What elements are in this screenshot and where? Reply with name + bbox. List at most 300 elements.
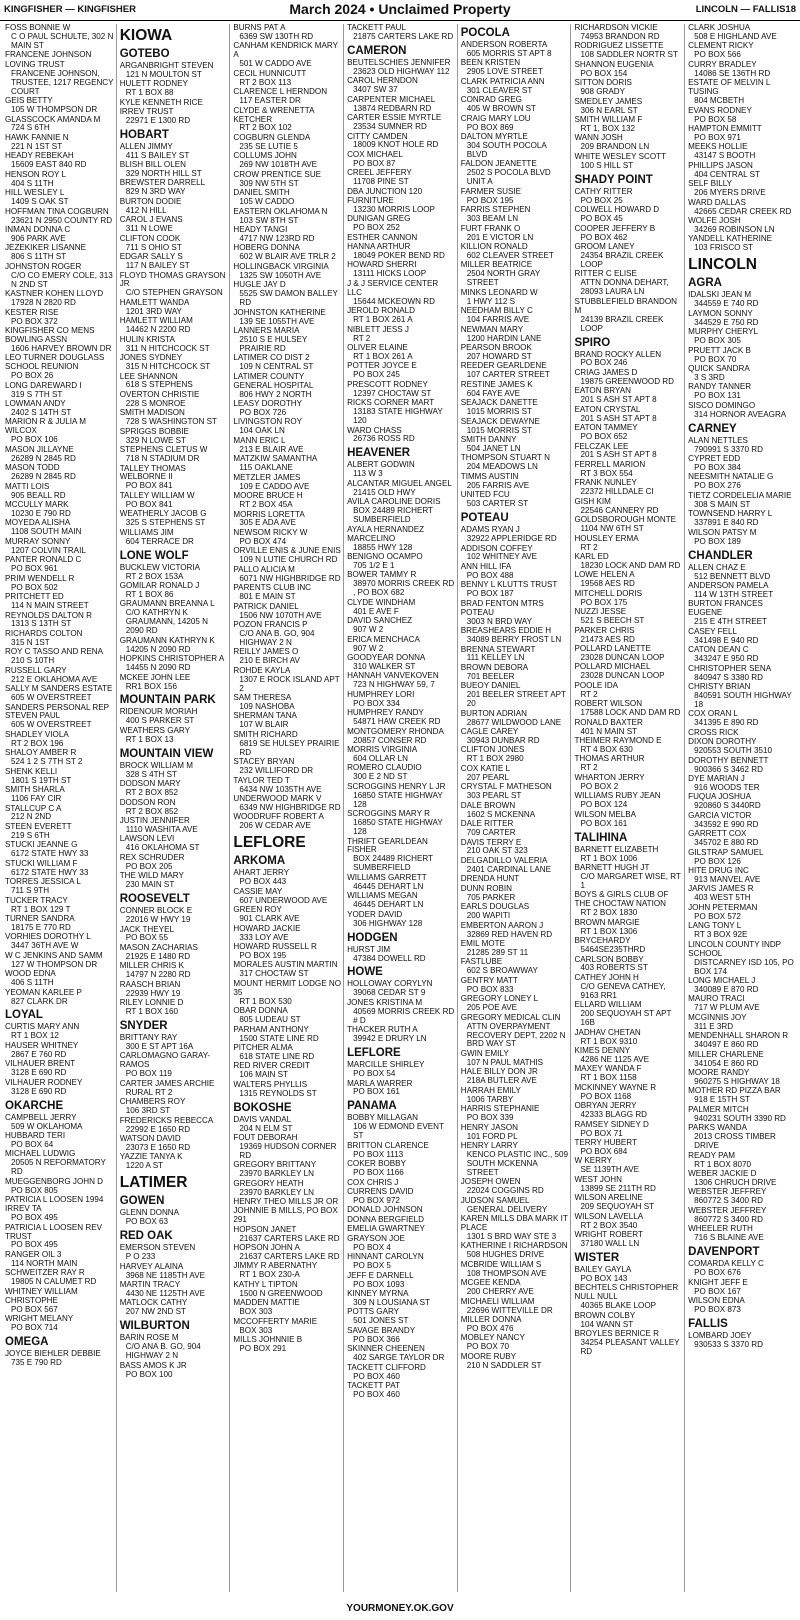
claimant-address: 104 OAK LN — [239, 426, 285, 436]
claimant-entry — [347, 1080, 455, 1098]
claimant-address: 311 E 3RD — [694, 1021, 734, 1031]
claimant-name: CONNER BLOCK E — [119, 906, 193, 916]
claimant-name: MOYEDA ALISHA — [5, 518, 71, 528]
claimant-address: 1200 HARDIN LANE — [466, 333, 542, 343]
claimant-entry — [688, 600, 796, 627]
claimant-address: 412 N HILL — [125, 205, 167, 215]
claimant-address: PO BOX 366 — [353, 1334, 400, 1344]
claimant-entry — [461, 995, 569, 1013]
claimant-address: BOX 24489 RICHERT SUMBERFIELD — [353, 506, 433, 525]
claimant-address: 13899 SE 211TH RD — [580, 1183, 656, 1193]
claimant-entry — [233, 1198, 341, 1225]
claimant-name: MAXEY WANDA F — [574, 1064, 642, 1074]
claimant-name: HARVEY ALAINA — [119, 1261, 184, 1271]
claimant-name: HILL WESLEY L — [5, 188, 65, 198]
claimant-name: RAMSEY SIDNEY D — [574, 1119, 649, 1129]
claimant-name: DUNIGAN GREG — [347, 214, 411, 224]
claimant-address: 104 WANN ST — [580, 1319, 634, 1329]
claimant-name: TIETZ CORDELELIA MARIE — [688, 490, 792, 500]
claimant-entry — [347, 96, 455, 114]
claimant-address: 790991 S 3370 RD — [694, 444, 763, 454]
claimant-address: 200 WAPITI — [466, 911, 511, 921]
claimant-name: JOHNSTON ROGER — [5, 261, 82, 271]
claimant-name: COX ORAN L — [688, 709, 739, 719]
claimant-name: HULIN KRISTA — [119, 334, 175, 344]
claimant-entry — [347, 133, 455, 151]
city-heading: TALIHINA — [574, 831, 628, 844]
claimant-address: 310 WALKER ST — [353, 661, 416, 671]
claimant-address: RT 2 BOX 153A — [125, 571, 184, 581]
claimant-address: 117 EASTER DR — [239, 96, 301, 106]
claimant-address: PO BOX 305 — [694, 336, 741, 346]
claimant-name: EATON BRYAN — [574, 386, 631, 396]
claimant-name: FUQUA JOSHUA — [688, 792, 752, 802]
claimant-name: CLEMENT RICKY — [688, 41, 754, 51]
claimant-name: BREWSTER DARRELL — [119, 178, 206, 188]
claimant-name: CURRY BRADLEY — [688, 59, 757, 69]
claimant-entry — [120, 235, 228, 253]
claimant-name: ANDERSON PAMELA — [688, 581, 769, 591]
claimant-name: SPRIGGS BOBBIE — [119, 426, 189, 436]
claimant-address: 102 WHITNEY AVE — [466, 552, 538, 562]
city-heading: OKARCHE — [5, 1099, 64, 1112]
claimant-name: WILLIAMS RUBY JEAN — [574, 791, 661, 801]
claimant-address: 19875 GREENWOOD RD — [580, 376, 674, 386]
claimant-address: RT 1 BOX 86 — [125, 589, 174, 599]
claimant-name: IDALSKI JEAN M — [688, 290, 752, 300]
claimant-address: 18009 KNOT HOLE RD — [353, 140, 439, 150]
claimant-address: 602 CLEAVER STREET — [466, 250, 554, 260]
claimant-name: CRAIG MARY LOU — [460, 113, 531, 123]
claimant-entry — [233, 1044, 341, 1062]
claimant-entry — [574, 956, 682, 974]
claimant-name: THE WILD MARY — [119, 871, 184, 881]
claimant-name: RICHARDS COLTON — [5, 628, 83, 638]
claimant-name: POZON FRANCIS P — [233, 619, 308, 629]
claimant-entry — [5, 263, 114, 290]
claimant-entry — [5, 1060, 114, 1078]
claimant-entry — [574, 864, 682, 891]
claimant-entry — [120, 582, 228, 600]
claimant-entry — [5, 786, 114, 804]
claimant-entry — [347, 980, 455, 998]
claimant-entry — [461, 96, 569, 114]
claimant-address: 230 MAIN ST — [125, 880, 175, 890]
claimant-address: 403 ROBERTS ST — [580, 963, 648, 973]
claimant-address: 906 PARK AVE — [11, 233, 66, 243]
claimant-address: 3128 E 690 RD — [11, 1086, 67, 1096]
claimant-entry — [233, 327, 341, 354]
claimant-address: 337891 E 840 RD — [694, 518, 759, 528]
claimant-name: HOPKINS CHRISTOPHER A — [119, 654, 225, 664]
claimant-entry — [233, 70, 341, 88]
claimant-name: HAMLETT WANDA — [119, 297, 190, 307]
header-right-text: LINCOLN — FALLIS — [695, 4, 786, 15]
claimant-address: 913 MANVEL AVE — [694, 875, 761, 885]
claimant-entry — [574, 516, 682, 534]
claimant-entry — [461, 133, 569, 160]
claimant-name: CLIFTON JONES — [460, 745, 525, 755]
claimant-entry — [461, 885, 569, 903]
claimant-name: PARKS WANDA — [688, 1123, 748, 1133]
claimant-name: MINKS LEONARD W — [460, 287, 538, 297]
claimant-entry — [5, 290, 114, 308]
claimant-name: OBRYAN JERRY — [574, 1101, 637, 1111]
claimant-entry — [347, 810, 455, 837]
claimant-entry — [233, 1262, 341, 1280]
claimant-name: HARRAH EMILY — [460, 1085, 521, 1095]
claimant-address: 15644 MCKEOWN RD — [353, 296, 435, 306]
claimant-address: 3128 E 690 RD — [11, 1068, 67, 1078]
claimant-entry — [120, 1135, 228, 1153]
claimant-name: MOUNT HERMIT LODGE NO 35 — [233, 978, 342, 997]
claimant-entry — [347, 911, 455, 929]
listing-column — [2, 24, 116, 1592]
claimant-address: PO BOX 2 — [580, 781, 619, 791]
claimant-name: QUICK SANDRA — [688, 363, 750, 373]
claimant-address: 114 N MAIN STREET — [11, 601, 89, 611]
claimant-entry — [120, 465, 228, 492]
claimant-name: MAURO TRACI — [688, 994, 745, 1004]
claimant-address: 26289 N 2845 RD — [11, 472, 76, 482]
claimant-entry — [347, 599, 455, 617]
claimant-address: 100 S HILL ST — [580, 160, 634, 170]
claimant-address: 212 N 2ND — [11, 812, 52, 822]
claimant-entry — [461, 958, 569, 976]
claimant-name: JUSTIN JENNIFER — [119, 815, 190, 825]
claimant-name: BOYS & GIRLS CLUB OF THE CHOCTAW NATION — [574, 890, 669, 909]
claimant-name: CLARENCE L HERNDON — [233, 87, 328, 97]
claimant-entry — [233, 1336, 341, 1354]
claimant-name: BRYCEHARDY — [574, 936, 631, 946]
claimant-name: MURRAY SONNY — [5, 536, 71, 546]
claimant-name: BURTON ADRIAN — [460, 708, 528, 718]
claimant-entry — [688, 365, 796, 383]
claimant-address: RT 2 BOX 102 — [239, 123, 292, 133]
claimant-entry — [347, 480, 455, 498]
claimant-name: WHITE WESLEY SCOTT — [574, 151, 667, 161]
claimant-name: YANDELL KATHERINE — [688, 234, 773, 244]
claimant-entry — [347, 188, 455, 215]
claimant-name: GOLDSBOROUGH MONTE — [574, 515, 677, 525]
city-heading: HOBART — [119, 128, 169, 141]
claimant-address: 46445 DEHART LN — [353, 881, 424, 891]
claimant-address: PO BOX 195 — [239, 950, 287, 960]
claimant-entry — [347, 571, 455, 598]
claimant-name: HOFFMAN TINA COGBURN — [5, 206, 109, 216]
claimant-address: 1301 S BRD WAY STE 3 — [466, 1232, 557, 1241]
claimant-entry — [5, 575, 114, 593]
claimant-entry — [5, 134, 114, 152]
claimant-name: LATIMER CO DIST 2 — [233, 353, 310, 363]
claimant-address: PO BOX 70 — [466, 1342, 510, 1352]
claimant-entry — [5, 556, 114, 574]
city-heading: POTEAU — [460, 512, 509, 525]
claimant-address: 40365 BLAKE LOOP — [580, 1301, 657, 1311]
claimant-address: 109 N CENTRAL ST — [239, 362, 314, 372]
claimant-entry — [5, 1114, 114, 1132]
claimant-address: 23970 BARKLEY LN — [239, 1169, 314, 1179]
claimant-address: 206 MYERS DRIVE — [694, 188, 766, 198]
claimant-address: 1500 STATE LINE RD — [239, 1033, 319, 1043]
claimant-entry — [233, 1161, 341, 1179]
claimant-entry — [233, 511, 341, 529]
claimant-address: PO BOX 1093 — [353, 1279, 405, 1289]
city-heading: ROOSEVELT — [119, 893, 190, 906]
claimant-entry — [120, 1362, 228, 1380]
claimant-entry — [120, 492, 228, 510]
claimant-name: LEO TURNER DOUGLASS SCHOOL REUNION — [5, 353, 105, 372]
claimant-address: 16850 STATE HIGHWAY 128 — [353, 818, 443, 837]
claimant-name: MILLER DONNA — [460, 1315, 522, 1325]
claimant-address: PO BOX 460 — [353, 1371, 400, 1381]
claimant-entry — [461, 188, 569, 206]
claimant-entry — [461, 802, 569, 820]
claimant-address: 306 HIGHWAY 128 — [353, 918, 423, 928]
claimant-entry — [233, 925, 341, 943]
claimant-address: PO BOX 443 — [239, 877, 287, 887]
claimant-name: JOHN PETERMAN — [688, 902, 758, 912]
claimant-name: CHRISTY BRIAN — [688, 682, 751, 691]
header-right-range — [696, 4, 796, 15]
claimant-name: YODER DAVID — [347, 909, 403, 919]
claimant-address: 37180 WALL LN — [580, 1239, 640, 1249]
claimant-entry — [5, 327, 114, 354]
claimant-address: 139 SE 1055TH AVE — [239, 316, 315, 326]
claimant-address: PO BOX 161 — [580, 818, 628, 828]
claimant-name: PITCHER ALMA — [233, 1042, 293, 1052]
claimant-entry — [5, 1350, 114, 1368]
claimant-address: 205 POE AVE — [466, 1003, 517, 1013]
claimant-entry — [5, 51, 114, 60]
claimant-entry — [120, 198, 228, 216]
claimant-address: 22016 W HWY 19 — [125, 915, 191, 925]
claimant-entry — [461, 563, 569, 581]
claimant-address: RR1 BOX 156 — [125, 681, 177, 691]
claimant-name: NUZZI JESSE — [574, 607, 627, 617]
claimant-address: 113 W 3 — [353, 469, 383, 479]
claimant-name: MARCILLE SHIRLEY — [347, 1060, 425, 1070]
claimant-entry — [5, 915, 114, 933]
claimant-name: HUMPHREY LORI — [347, 689, 415, 699]
claimant-address: 23534 SUMNER RD — [353, 122, 427, 132]
claimant-name: BENNY L KLUTTS TRUST — [460, 580, 558, 590]
claimant-entry — [347, 362, 455, 380]
claimant-address: 716 S BLAINE AVE — [694, 1233, 764, 1243]
claimant-name: CLARK JOSHUA — [688, 24, 751, 32]
claimant-entry — [120, 817, 228, 835]
claimant-name: EMBERTON AARON J — [460, 920, 544, 930]
claimant-name: RESTINE JAMES K — [460, 379, 533, 389]
claimant-entry — [120, 907, 228, 925]
claimant-name: POTTER JOYCE E — [347, 361, 417, 371]
claimant-address: 301 CLEAVER ST — [466, 85, 533, 95]
claimant-address: 111 KELLEY LN — [466, 653, 525, 663]
claimant-entry — [5, 1132, 114, 1150]
claimant-entry — [688, 793, 796, 811]
claimant-address: PO BOX 676 — [694, 1268, 741, 1278]
claimant-name: ADDISON COFFEY — [460, 543, 533, 553]
claimant-entry — [120, 655, 228, 673]
claimant-entry — [574, 535, 682, 553]
claimant-name: MASON TODD — [5, 463, 60, 473]
footer-url: YOURMONEY.OK.GOV — [346, 1603, 454, 1614]
claimant-entry — [5, 1079, 114, 1097]
claimant-address: RT 2 — [580, 763, 598, 773]
claimant-address: C/O ANA B. GO, 904 HIGHWAY 2 N — [239, 628, 315, 647]
city-heading: MOUNTAIN PARK — [119, 694, 216, 707]
claimant-name: CRYSTAL F MATHESON — [460, 782, 552, 792]
claimant-entry — [688, 1225, 796, 1243]
claimant-name: HOLLOWAY CORYLYN — [347, 979, 433, 989]
claimant-address: 400 S PARKER ST — [125, 716, 195, 726]
claimant-name: THOMPSON STUART N — [460, 453, 550, 463]
claimant-address: PO BOX 143 — [580, 1273, 628, 1283]
claimant-name: FOUT DEBORAH — [233, 1133, 298, 1143]
claimant-address: 46445 DEHART LN — [353, 900, 424, 910]
claimant-entry — [5, 418, 114, 445]
claimant-entry — [120, 727, 228, 745]
claimant-address: PO BOX 126 — [694, 856, 741, 866]
claimant-address: RT 2 BOX 113 — [239, 77, 292, 87]
claimant-entry — [688, 492, 796, 510]
claimant-address: 5525 SW DAMON BALLEY RD — [239, 289, 338, 308]
claimant-name: KIMES DENNY — [574, 1046, 631, 1056]
claimant-name: HOWARD JACKIE — [233, 923, 301, 933]
claimant-address: 47384 DOWELL RD — [353, 953, 426, 963]
claimant-name: AVILA CAROLINE DORIS — [347, 497, 441, 507]
claimant-entry — [688, 977, 796, 995]
claimant-entry — [233, 309, 341, 327]
claimant-entry — [233, 980, 341, 1007]
claimant-name: SMITH SHARLA — [5, 785, 65, 795]
claimant-address: 403 WEST 5TH — [694, 893, 751, 903]
claimant-entry — [233, 226, 341, 244]
claimant-entry — [347, 1327, 455, 1345]
claimant-entry — [574, 479, 682, 497]
claimant-name: CLYDE & WRENETTA KETCHER — [233, 105, 315, 124]
claimant-name: MITCHELL DORIS — [574, 588, 643, 598]
claimant-name: JADHAV CHETAN — [574, 1027, 641, 1037]
city-heading: GOTEBO — [119, 48, 170, 60]
claimant-entry — [574, 351, 682, 369]
claimant-entry — [574, 627, 682, 645]
claimant-entry — [5, 501, 114, 519]
claimant-address: 210 N SADDLER ST — [466, 1360, 542, 1370]
claimant-entry — [233, 1180, 341, 1198]
claimant-address: 2510 S E HULSEY PRAIRIE RD — [239, 334, 308, 353]
claimant-entry — [233, 712, 341, 730]
city-heading: LEFLORE — [347, 1047, 401, 1060]
claimant-name: WEATHERS GARY — [119, 725, 190, 735]
claimant-name: MORALES AUSTIN MARTIN — [233, 960, 338, 970]
claimant-address: 705 PARKER — [466, 892, 516, 902]
header-left-range: KINGFISHER — KINGFISHER — [4, 4, 136, 15]
claimant-entry — [5, 1269, 114, 1287]
claimant-entry — [574, 188, 682, 206]
claimant-entry — [233, 373, 341, 400]
city-heading: HODGEN — [347, 931, 398, 944]
claimant-entry — [688, 941, 796, 977]
city-heading: WILBURTON — [119, 1320, 190, 1333]
claimant-name: SKINNER CHEENEN — [347, 1344, 425, 1354]
claimant-address: 106 3RD ST — [125, 1106, 171, 1116]
claimant-name: ALLEN CHAZ E — [688, 562, 746, 572]
claimant-address: 328 S 4TH ST — [125, 769, 177, 779]
claimant-entry — [120, 446, 228, 464]
claimant-entry — [347, 1235, 455, 1253]
claimant-entry — [120, 926, 228, 944]
claimant-name: DAVIS VANDAL — [233, 1114, 292, 1124]
claimant-entry — [688, 510, 796, 528]
claimant-name: INMAN DONNA C — [5, 224, 71, 234]
claimant-entry — [574, 1121, 682, 1139]
claimant-entry — [574, 387, 682, 405]
claimant-entry — [347, 1026, 455, 1044]
claimant-name: WHEELER RUTH — [688, 1224, 753, 1234]
claimant-entry — [5, 189, 114, 207]
claimant-entry — [574, 406, 682, 424]
claimant-name: GISH KIM — [574, 496, 611, 506]
claimant-entry — [5, 933, 114, 951]
claimant-entry — [233, 42, 341, 69]
claimant-entry — [120, 1098, 228, 1116]
claimant-name: WILLIAMS JIM — [119, 527, 174, 537]
claimant-address: 305 E ADA AVE — [239, 518, 296, 528]
claimant-name: BUEOY DANIEL — [460, 681, 521, 691]
city-heading: CHANDLER — [688, 549, 753, 562]
claimant-name: HAWK FANNIE N — [5, 132, 69, 142]
claimant-entry — [120, 510, 228, 528]
claimant-name: STEPHENS CLETUS W — [119, 445, 208, 455]
claimant-entry — [120, 962, 228, 980]
claimant-address: PO BOX 972 — [353, 1196, 400, 1206]
claimant-name: GARRETT COX — [688, 829, 747, 839]
claimant-name: GROOM LANEY — [574, 241, 635, 251]
claimant-entry — [120, 1080, 228, 1098]
claimant-name: GLASSCOCK AMANDA M — [5, 114, 101, 124]
claimant-address: 200 SEQUOYAH ST APT 16B — [580, 1009, 672, 1028]
claimant-address: 115 OAKLANE — [239, 463, 293, 473]
claimant-entry — [120, 600, 228, 636]
claimant-entry — [347, 280, 455, 307]
claimant-name: UNDERWOOD MARK V — [233, 794, 322, 804]
claimant-entry — [461, 206, 569, 224]
claimant-name: BROCK WILLIAM M — [119, 760, 193, 770]
claimant-name: ESTHER CANNON — [347, 232, 418, 242]
claimant-address: 311 N HITCHCOCK ST — [125, 343, 210, 353]
claimant-entry — [347, 243, 455, 261]
claimant-address: 6369 SW 130TH RD — [239, 31, 314, 41]
claimant-entry — [688, 1207, 796, 1225]
claimant-address: 5464SE235THRD — [580, 945, 646, 955]
claimant-address: PO BOX 460 — [353, 1390, 400, 1400]
claimant-entry — [5, 483, 114, 501]
claimant-name: HANNA ARTHUR — [347, 241, 411, 251]
claimant-address: PO BOX 462 — [580, 232, 628, 242]
claimant-name: ELLARD WILLIAM — [574, 1000, 642, 1010]
claimant-name: ERICA MENCHACA — [347, 634, 420, 644]
claimant-name: LANNERS MARIA — [233, 325, 300, 335]
claimant-name: WEBSTER JEFFREY — [688, 1187, 767, 1197]
claimant-address: 32869 RED HAVEN RD — [466, 929, 553, 939]
claimant-name: WOOD EDNA — [5, 969, 56, 979]
city-heading: SNYDER — [119, 1020, 168, 1033]
claimant-entry — [688, 830, 796, 848]
claimant-entry — [120, 1209, 228, 1227]
claimant-entry — [233, 171, 341, 189]
claimant-entry — [347, 1345, 455, 1363]
